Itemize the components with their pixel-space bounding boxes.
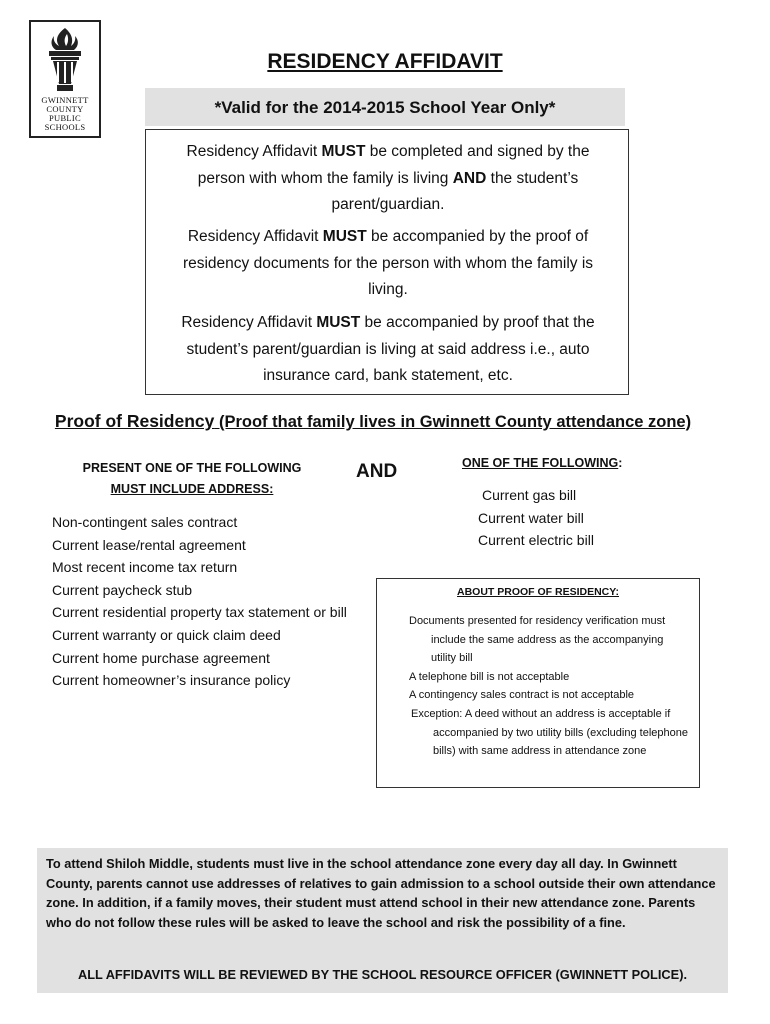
list-item: Current lease/rental agreement bbox=[52, 536, 246, 553]
proof-of-residency-heading bbox=[0, 411, 746, 432]
about-proof-title: ABOUT PROOF OF RESIDENCY: bbox=[457, 586, 619, 598]
right-heading-text: ONE OF THE FOLLOWING bbox=[462, 456, 619, 470]
list-item: Current homeowner’s insurance policy bbox=[52, 672, 291, 689]
logo-line: GWINNETT bbox=[41, 95, 89, 105]
list-item: Current residential property tax statement or bill bbox=[52, 604, 347, 621]
logo-text bbox=[31, 96, 99, 132]
about-proof-box bbox=[376, 578, 700, 788]
list-item: Current warranty or quick claim deed bbox=[52, 626, 281, 643]
address-document-list bbox=[52, 511, 347, 692]
notice-review-statement: ALL AFFIDAVITS WILL BE REVIEWED BY THE SCHOOL RESOURCE OFFICER (GWINNETT POLICE). bbox=[77, 967, 688, 982]
list-item: Current electric bill bbox=[478, 532, 594, 549]
left-heading-line2: MUST INCLUDE ADDRESS: bbox=[110, 482, 274, 496]
req-text: be accompanied by the proof of residency documents for the person with whom the family is living. bbox=[182, 228, 594, 298]
and-label: AND bbox=[356, 461, 398, 482]
req-text: the student’s parent/guardian. bbox=[331, 169, 579, 213]
list-item: A telephone bill is not acceptable bbox=[409, 670, 570, 683]
document-title: RESIDENCY AFFIDAVIT bbox=[267, 50, 503, 73]
list-item: Non-contingent sales contract bbox=[52, 514, 238, 530]
right-column-heading bbox=[462, 456, 622, 470]
req-text: Residency Affidavit bbox=[186, 143, 322, 160]
requirement-proof-documents bbox=[166, 224, 610, 304]
req-text: Residency Affidavit bbox=[187, 228, 323, 245]
logo-line: COUNTY bbox=[46, 104, 84, 114]
utility-bill-list bbox=[478, 484, 594, 552]
req-text: Residency Affidavit bbox=[181, 314, 317, 331]
valid-year-text: *Valid for the 2014-2015 School Year Only* bbox=[214, 98, 556, 117]
attendance-notice bbox=[37, 848, 728, 993]
list-item: A contingency sales contract is not acceptable bbox=[409, 689, 635, 702]
list-item: Exception: A deed without an address is acceptable if accompanied by two utility bills (excluding telephone bills) with same address in attendance zone bbox=[411, 707, 688, 758]
req-emphasis: MUST bbox=[322, 228, 367, 245]
district-logo bbox=[29, 20, 101, 138]
req-text: be accompanied by proof that the student’s parent/guardian is living at said address i.e., auto insurance card, bank statement, etc. bbox=[186, 314, 595, 384]
list-item: Current paycheck stub bbox=[52, 581, 193, 598]
list-item: Documents presented for residency verification must include the same address as the accompanying utility bill bbox=[409, 615, 666, 665]
valid-year-banner bbox=[145, 88, 625, 126]
req-text: be completed and signed by the person with whom the family is living bbox=[197, 143, 590, 187]
proof-heading-main: Proof of Residency bbox=[54, 411, 215, 431]
list-item: Current home purchase agreement bbox=[52, 649, 270, 666]
logo-line: PUBLIC bbox=[48, 113, 82, 123]
list-item: Current water bill bbox=[478, 509, 584, 526]
proof-heading-sub: (Proof that family lives in Gwinnett County attendance zone) bbox=[214, 413, 692, 431]
requirement-parent-proof bbox=[166, 310, 610, 390]
right-heading-suffix: : bbox=[618, 456, 623, 470]
requirements-box bbox=[145, 129, 629, 395]
left-column-heading bbox=[62, 458, 322, 500]
list-item: Most recent income tax return bbox=[52, 559, 238, 576]
left-heading-line1: PRESENT ONE OF THE FOLLOWING bbox=[82, 461, 302, 475]
notice-body: To attend Shiloh Middle, students must live in the school attendance zone every day all day. In Gwinnett County, parents cannot use addresses of relatives to gain admission to a school outside their own attendance zone. In addition, if a family moves, their student must attend school in their new attendance zone. Parents who do not follow these rules will be asked to leave the school and risk the possibility of a fine. bbox=[46, 856, 716, 931]
req-emphasis: MUST bbox=[321, 143, 366, 160]
about-proof-list bbox=[409, 612, 689, 761]
req-emphasis: AND bbox=[452, 169, 487, 187]
req-emphasis: MUST bbox=[316, 314, 361, 331]
logo-line: SCHOOLS bbox=[44, 122, 86, 132]
requirement-completed-signed bbox=[166, 139, 610, 219]
list-item: Current gas bill bbox=[482, 487, 577, 503]
